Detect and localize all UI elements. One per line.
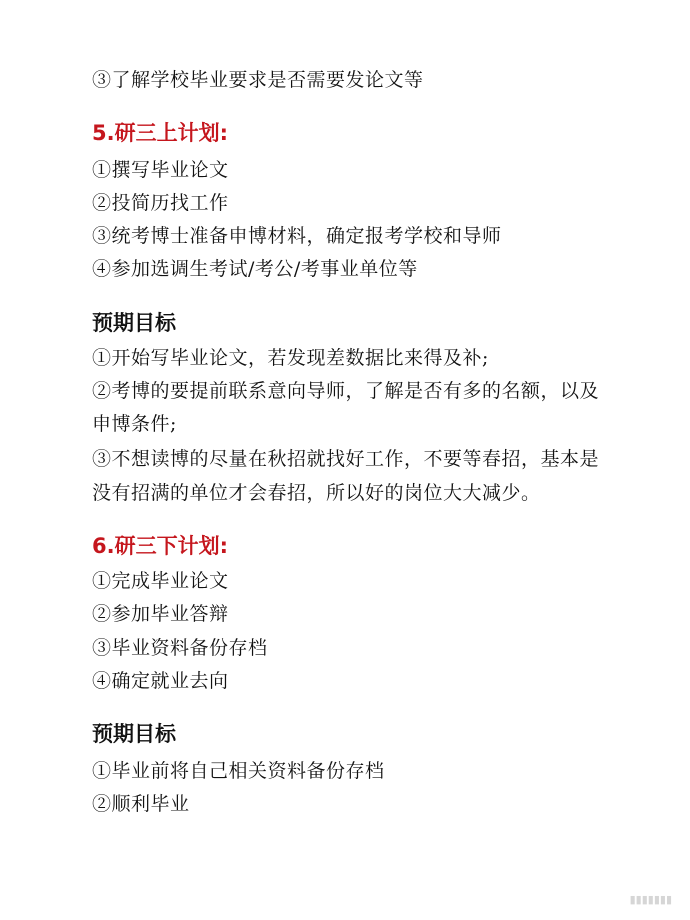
section-5-goal-heading: 预期目标 — [92, 311, 176, 335]
section-5-item-3: ③统考博士准备申博材料，确定报考学校和导师 — [92, 225, 502, 247]
section-5-item-4: ④参加选调生考试/考公/考事业单位等 — [92, 258, 418, 280]
section-5-item-1: ①撰写毕业论文 — [92, 159, 229, 181]
section-6-item-1: ①完成毕业论文 — [92, 570, 229, 592]
section-5-goal-line-4: ③不想读博的尽量在秋招就找好工作，不要等春招，基本是 — [92, 448, 600, 470]
section-6-item-3: ③毕业资料备份存档 — [92, 637, 268, 659]
section-5-goal-line-3: 申博条件; — [92, 413, 177, 435]
section-5-item-2: ②投简历找工作 — [92, 192, 229, 214]
section-6-goal-line-1: ①毕业前将自己相关资料备份存档 — [92, 760, 385, 782]
section-6-heading: 6.研三下计划: — [92, 534, 228, 558]
text-line-top: ③了解学校毕业要求是否需要发论文等 — [92, 69, 424, 91]
section-6-item-2: ②参加毕业答辩 — [92, 603, 229, 625]
section-5-goal-line-5: 没有招满的单位才会春招，所以好的岗位大大减少。 — [92, 482, 541, 504]
section-5-goal-line-1: ①开始写毕业论文，若发现差数据比来得及补; — [92, 347, 489, 369]
section-6-goal-line-2: ②顺利毕业 — [92, 793, 190, 815]
watermark-logo: ▮▮▮▮▮▮▮ — [629, 893, 672, 906]
section-5-goal-line-2: ②考博的要提前联系意向导师，了解是否有多的名额，以及 — [92, 380, 600, 402]
section-5-heading: 5.研三上计划: — [92, 121, 228, 145]
section-6-item-4: ④确定就业去向 — [92, 670, 229, 692]
section-6-goal-heading: 预期目标 — [92, 722, 176, 746]
